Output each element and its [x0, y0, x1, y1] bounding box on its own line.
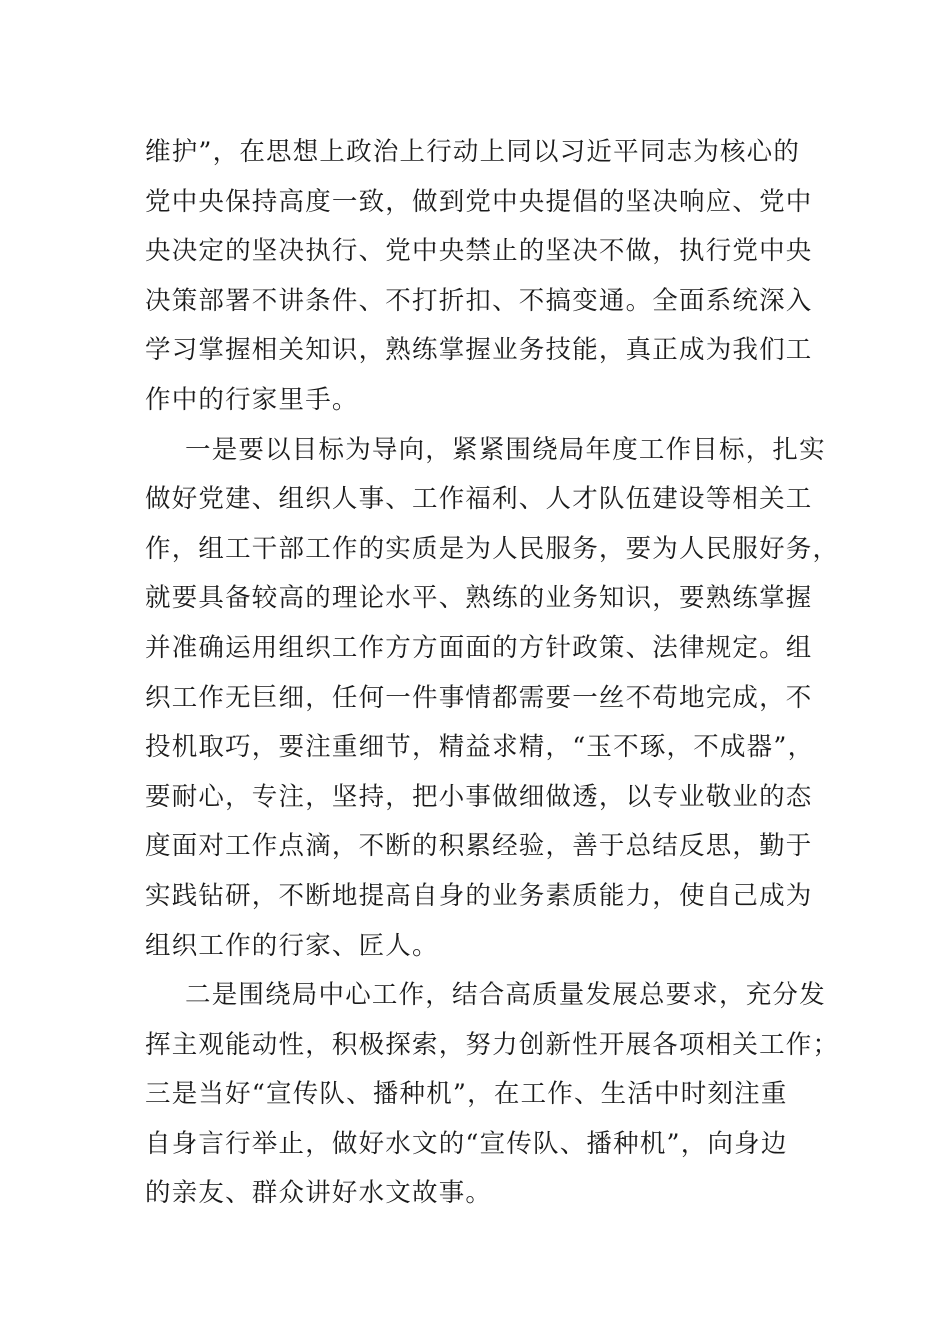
text-line: 就要具备较高的理论水平、熟练的业务知识，要熟练掌握	[145, 583, 813, 614]
text-line: 作，组工干部工作的实质是为人民服务，要为人民服好务，	[145, 533, 840, 564]
text-line: 要耐心，专注，坚持，把小事做细做透，以专业敬业的态	[145, 781, 813, 812]
text-line: 实践钻研，不断地提高自身的业务素质能力，使自己成为	[145, 880, 813, 911]
paragraph-first-line: 二是围绕局中心工作，结合高质量发展总要求，充分发	[185, 980, 826, 1011]
text-line: 并准确运用组织工作方方面面的方针政策、法律规定。组	[145, 632, 813, 663]
text-line: 决策部署不讲条件、不打折扣、不搞变通。全面系统深入	[145, 285, 813, 316]
text-line: 做好党建、组织人事、工作福利、人才队伍建设等相关工	[145, 484, 813, 515]
text-line: 党中央保持高度一致，做到党中央提倡的坚决响应、党中	[145, 186, 813, 217]
text-line: 学习掌握相关知识，熟练掌握业务技能，真正成为我们工	[145, 335, 813, 366]
text-line: 的亲友、群众讲好水文故事。	[145, 1178, 493, 1209]
text-line: 织工作无巨细，任何一件事情都需要一丝不苟地完成，不	[145, 682, 813, 713]
paragraph-first-line: 一是要以目标为导向，紧紧围绕局年度工作目标，扎实	[185, 434, 826, 465]
text-line: 挥主观能动性，积极探索，努力创新性开展各项相关工作；	[145, 1029, 840, 1060]
text-line: 央决定的坚决执行、党中央禁止的坚决不做，执行党中央	[145, 236, 813, 267]
text-line: 作中的行家里手。	[145, 384, 359, 415]
text-line: 维护”，在思想上政治上行动上同以习近平同志为核心的	[145, 137, 801, 167]
text-line: 投机取巧，要注重细节，精益求精，“玉不琢，不成器”，	[145, 732, 815, 763]
text-line: 度面对工作点滴，不断的积累经验，善于总结反思，勤于	[145, 831, 813, 862]
text-line: 自身言行举止，做好水文的“宣传队、播种机”，向身边	[145, 1128, 788, 1159]
text-line: 组织工作的行家、匠人。	[145, 930, 439, 961]
text-line: 三是当好“宣传队、播种机”，在工作、生活中时刻注重	[145, 1079, 788, 1110]
document-body	[145, 128, 840, 1219]
